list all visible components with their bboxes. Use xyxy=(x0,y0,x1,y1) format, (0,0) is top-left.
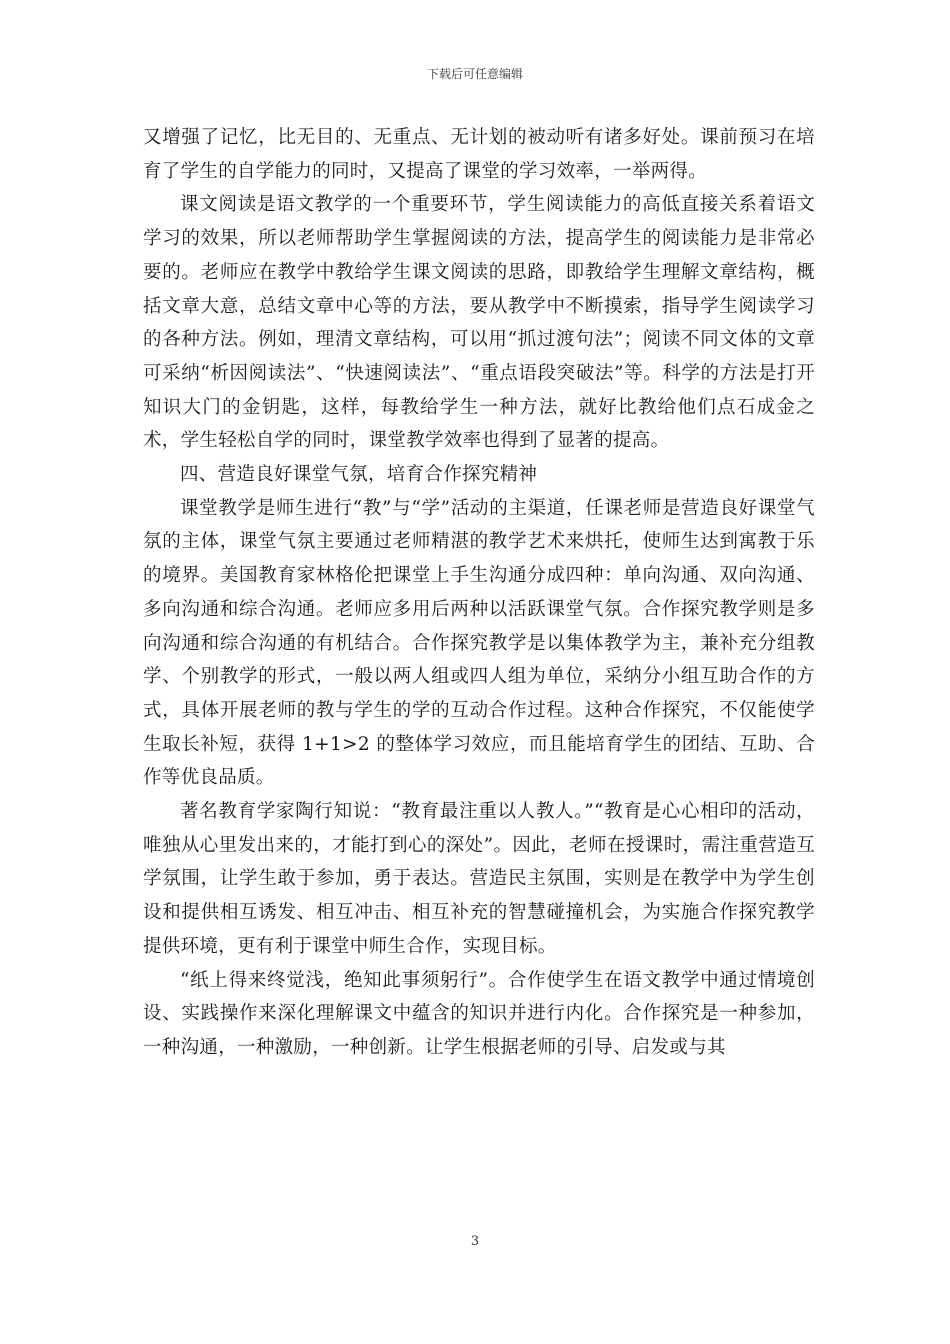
section-heading: 四、营造良好课堂气氛，培育合作探究精神 xyxy=(180,464,538,486)
paragraph-tao-xingzhi-quote: 著名教育学家陶行知说：“教育最注重以人教人。”“教育是心心相印的活动，唯独从心里发出来的，才能打到心的深处”。因此，老师在授课时，需注重营造互学氛围，让学生敢于参加，勇于表达。营造民主氛围，实则是在教学中为学生创设和提供相互诱发、相互冲击、相互补充的智慧碰撞机会，为实施合作探究教学提供环境，更有利于课堂中师生合作，实现目标。 xyxy=(143,801,815,957)
paragraph-practice: “纸上得来终觉浅，绝知此事须躬行”。合作使学生在语文教学中通过情境创设、实践操作来深化理解课文中蕴含的知识并进行内化。合作探究是一种参加，一种沟通，一种激励，一种创新。让学生根据老师的引导、启发或与其 xyxy=(143,969,815,1058)
paragraph-continued: 又增强了记忆，比无目的、无重点、无计划的被动听有诸多好处。课前预习在培育了学生的自学能力的同时，又提高了课堂的学习效率，一举两得。 xyxy=(143,127,815,182)
page-number: 3 xyxy=(470,1234,480,1249)
document-body xyxy=(143,121,815,1065)
paragraph-classroom-atmosphere: 课堂教学是师生进行“教”与“学”活动的主渠道，任课老师是营造良好课堂气氛的主体，课堂气氛主要通过老师精湛的教学艺术来烘托，使师生达到寓教于乐的境界。美国教育家林格伦把课堂上手生沟通分成四种：单向沟通、双向沟通、多向沟通和综合沟通。老师应多用后两种以活跃课堂气氛。合作探究教学则是多向沟通和综合沟通的有机结合。合作探究教学是以集体教学为主，兼补充分组教学、个别教学的形式，一般以两人组或四人组为单位，采纳分小组互助合作的方式，具体开展老师的教与学生的学的互动合作过程。这种合作探究，不仅能使学生取长补短，获得 1+1>2 的整体学习效应，而且能培育学生的团结、互助、合作等优良品质。 xyxy=(143,497,815,789)
paragraph-reading-methods: 课文阅读是语文教学的一个重要环节，学生阅读能力的高低直接关系着语文学习的效果，所以老师帮助学生掌握阅读的方法，提高学生的阅读能力是非常必要的。老师应在教学中教给学生课文阅读的思路，即教给学生理解文章结构，概括文章大意，总结文章中心等的方法，要从教学中不断摸索，指导学生阅读学习的各种方法。例如，理清文章结构，可以用“抓过渡句法”；阅读不同文体的文章可采纳“析因阅读法”、“快速阅读法”、“重点语段突破法”等。科学的方法是打开知识大门的金钥匙，这样，每教给学生一种方法，就好比教给他们点石成金之术，学生轻松自学的同时，课堂教学效率也得到了显著的提高。 xyxy=(143,194,815,452)
page-header: 下载后可任意编辑 xyxy=(426,67,523,81)
